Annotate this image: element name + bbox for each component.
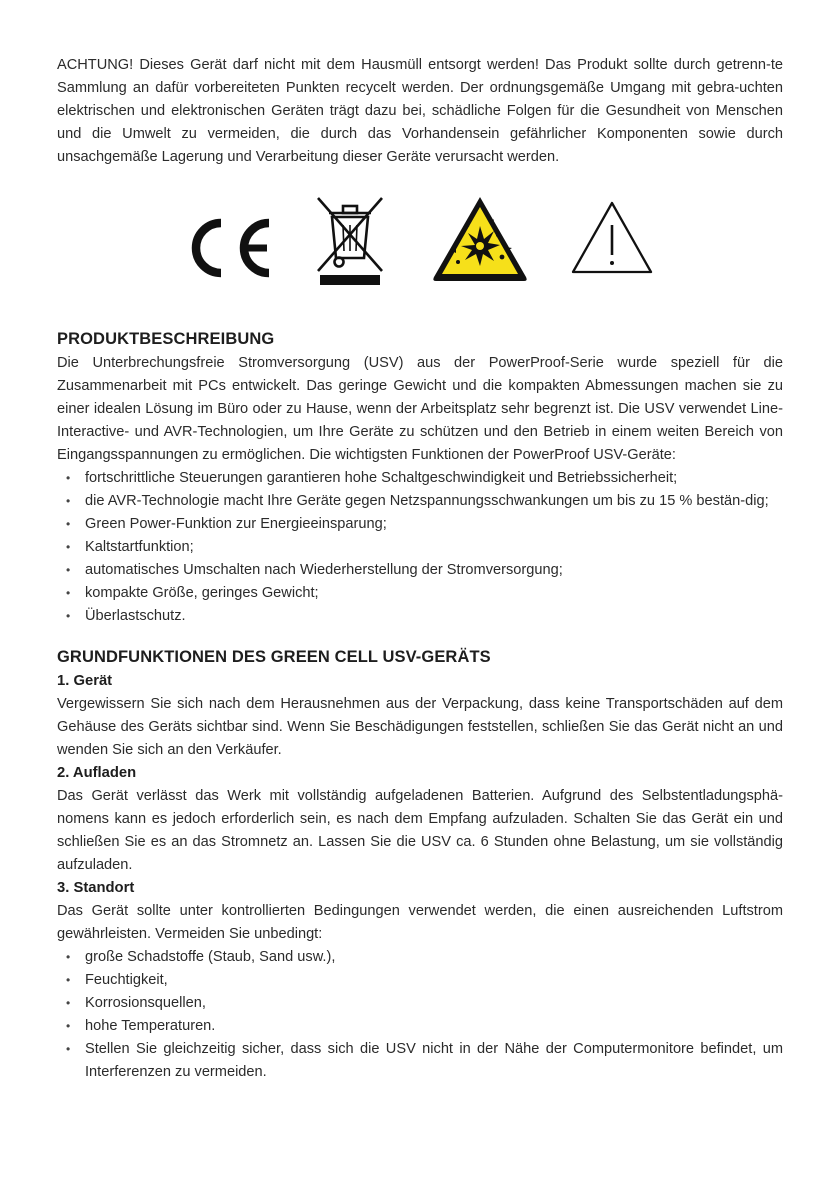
feature-list xyxy=(57,467,783,628)
list-item: • Green Power-Funktion zur Energieeinsparung; xyxy=(57,513,783,536)
subsection-text: Das Gerät sollte unter kontrollierten Bedingungen verwendet werden, die einen ausreichenden Luftstrom gewährleisten. Vermeiden Sie unbedingt: xyxy=(57,903,783,942)
section-title: PRODUKTBESCHREIBUNG xyxy=(57,330,275,348)
list-item: • Feuchtigkeit, xyxy=(57,969,783,992)
list-item: • Kaltstartfunktion; xyxy=(57,536,783,559)
crossed-bin-icon xyxy=(315,195,385,287)
list-item: • Überlastschutz. xyxy=(57,605,783,628)
basic-functions-section xyxy=(57,644,783,1084)
list-item: • fortschrittliche Steuerungen garantieren hohe Schaltgeschwindigkeit und Betriebssicherheit; xyxy=(57,467,783,490)
list-item: • die AVR-Technologie macht Ihre Geräte gegen Netzspannungsschwankungen um bis zu 15 % bestän-dig; xyxy=(57,490,783,513)
document-page xyxy=(57,54,783,1084)
list-item: • kompakte Größe, geringes Gewicht; xyxy=(57,582,783,605)
list-item: • große Schadstoffe (Staub, Sand usw.), xyxy=(57,946,783,969)
list-item: • Korrosionsquellen, xyxy=(57,992,783,1015)
subsection-heading: 2. Aufladen xyxy=(57,765,137,781)
product-intro: Die Unterbrechungsfreie Stromversorgung (USV) aus der PowerProof-Serie wurde speziell für die Zusammenarbeit mit PCs entwickelt. Das geringe Gewicht und die kompakten Abmessungen machen sie zu einer idealen Lösung im Büro oder zu Hause, wenn der Arbeitsplatz sehr begrenzt ist. Die USV verwendet Line-Interactive- und AVR-Technologien, um Ihre Geräte zu schützen und den Betrieb in einem weiten Bereich von Eingangsspannungen zu ermöglichen. Die wichtigsten Funktionen der PowerProof USV-Geräte: xyxy=(57,355,783,463)
list-item: • hohe Temperaturen. xyxy=(57,1015,783,1038)
subsection-heading: 1. Gerät xyxy=(57,673,113,689)
general-warning-icon xyxy=(569,199,655,277)
list-item: • automatisches Umschalten nach Wiederherstellung der Stromversorgung; xyxy=(57,559,783,582)
subsection-text: Vergewissern Sie sich nach dem Herausnehmen aus der Verpackung, dass keine Transportschäden auf dem Gehäuse des Geräts sichtbar sind. Wenn Sie Beschädigungen feststellen, schließen Sie das Gerät nicht an und wenden Sie sich an den Verkäufer. xyxy=(57,696,783,758)
avoid-list xyxy=(57,946,783,1084)
subsection-text: Das Gerät verlässt das Werk mit vollständig aufgeladenen Batterien. Aufgrund des Selbstentladungsphä-nomens kann es jedoch erforderlich sein, es nach dem Empfang aufzuladen. Schalten Sie das Gerät ein und schließen Sie es an das Stromnetz an. Lassen Sie die USV ca. 6 Stunden ohne Belastung, um sie vollständig aufzuladen. xyxy=(57,788,783,873)
ce-mark-icon xyxy=(181,217,273,279)
section-title: GRUNDFUNKTIONEN DES GREEN CELL USV-GERÄTS xyxy=(57,648,491,666)
product-description-section xyxy=(57,326,783,628)
explosion-hazard-icon xyxy=(430,193,530,283)
safety-symbols xyxy=(57,195,783,309)
list-item: • Stellen Sie gleichzeitig sicher, dass sich die USV nicht in der Nähe der Computermonitore befindet, um Interferenzen zu vermeiden. xyxy=(57,1038,783,1084)
disposal-warning: ACHTUNG! Dieses Gerät darf nicht mit dem Hausmüll entsorgt werden! Das Produkt sollte durch getrenn-te Sammlung an dafür vorbereiteten Punkten recycelt werden. Der ordnungsgemäße Umgang mit gebra-uchten elektrischen und elektronischen Geräten trägt dazu bei, schädliche Folgen für die Gesundheit von Menschen und die Umwelt zu vermeiden, die durch das Vorhandensein gefährlicher Komponenten sowie durch unsachgemäße Lagerung und Verarbeitung dieser Geräte verursacht werden. xyxy=(57,57,783,165)
subsection-heading: 3. Standort xyxy=(57,880,135,896)
